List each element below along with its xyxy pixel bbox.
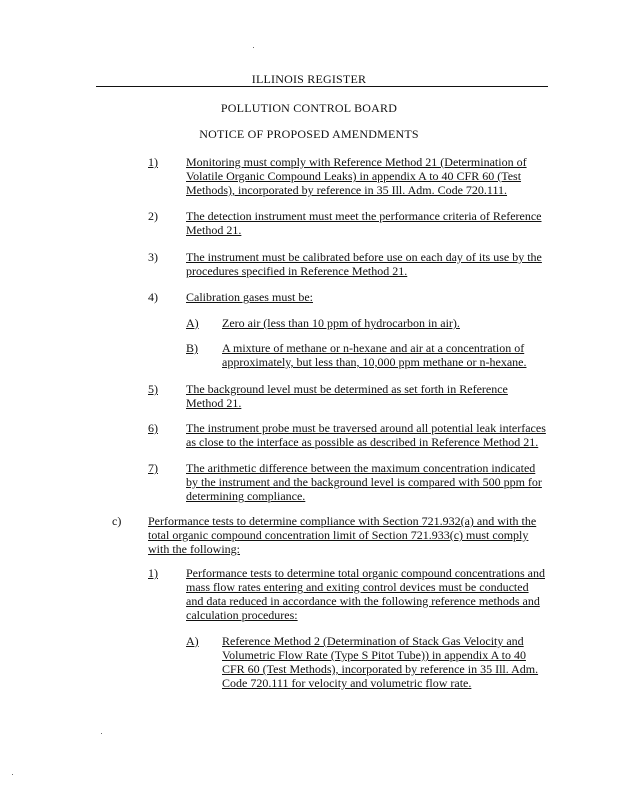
subitem-text: Zero air (less than 10 ppm of hydrocarbon in air). [222,316,460,330]
scan-speck [101,733,102,734]
item-text: The arithmetic difference between the maximum concentration indicated by the instrument and the background level is compared with 500 ppm for determining compliance. [186,461,542,503]
item-text: Performance tests to determine total organic compound concentrations and mass flow rates entering and exiting control devices must be conducted and data reduced in accordance with the following reference methods and calculation procedures: [186,566,545,622]
item-number: 6) [148,421,158,435]
item-text: The instrument must be calibrated before use on each day of its use by the procedures specified in Reference Method 21. [186,250,542,278]
section-text: Performance tests to determine compliance with Section 721.932(a) and with the total organic compound concentration limit of Section 721.933(c) must comply with the following: [148,514,537,556]
subitem-number: B) [186,341,198,355]
item-number: 3) [148,250,158,264]
item-text: The instrument probe must be traversed around all potential leak interfaces as close to the interface as possible as described in Reference Method 21. [186,421,546,449]
item-number: 1) [148,566,158,580]
item-number: 5) [148,382,158,396]
item-number: 1) [148,155,158,169]
item-number: 4) [148,290,158,304]
scan-speck [12,774,13,775]
board-title: POLLUTION CONTROL BOARD [220,101,398,115]
register-title: ILLINOIS REGISTER [251,72,367,86]
subitem-number: A) [186,316,199,330]
header-rule [96,86,548,87]
item-text: The detection instrument must meet the performance criteria of Reference Method 21. [186,209,542,237]
notice-title: NOTICE OF PROPOSED AMENDMENTS [199,127,419,141]
item-number: 7) [148,461,158,475]
section-letter: c) [112,514,122,528]
subitem-number: A) [186,634,199,648]
scan-speck [253,47,254,48]
item-text: The background level must be determined as set forth in Reference Method 21. [186,382,508,410]
subitem-text: Reference Method 2 (Determination of Stack Gas Velocity and Volumetric Flow Rate (Type S Pitot Tube)) in appendix A to 40 CFR 60 (Test Methods), incorporated by reference in 35 Ill. Adm. Code 720.111 for velocity and volumetric flow rate. [222,634,539,690]
subitem-text: A mixture of methane or n-hexane and air at a concentration of approximately, but less than, 10,000 ppm methane or n-hexane. [222,341,527,369]
item-text: Monitoring must comply with Reference Method 21 (Determination of Volatile Organic Compound Leaks) in appendix A to 40 CFR 60 (Test Methods), incorporated by reference in 35 Ill. Adm. Code 720.111. [186,155,527,197]
item-number: 2) [148,209,158,223]
item-text: Calibration gases must be: [186,290,313,304]
